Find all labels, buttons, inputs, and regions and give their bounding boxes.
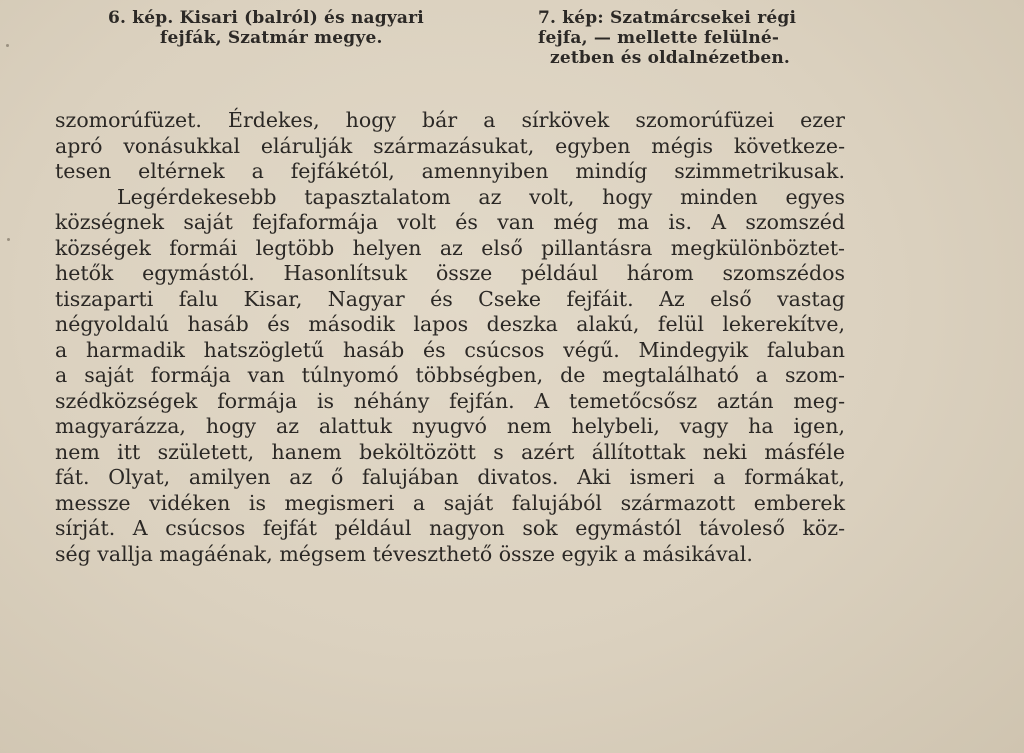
text-line: a harmadik hatszögletű hasáb és csúcsos végű. Mindegyik faluban — [55, 337, 845, 362]
text-line: magyarázza, hogy az alattuk nyugvó nem helybeli, vagy ha igen, — [55, 414, 845, 438]
text-line: sírját. A csúcsos fejfát például nagyon sok egymástól távoleső köz- — [55, 516, 845, 540]
text-line: a saját formája van túlnyomó többségben, de megtalálható a szom- — [55, 363, 845, 387]
paper-speck — [6, 44, 9, 47]
text-line: Legérdekesebb tapasztalatom az volt, hogy minden egyes — [117, 184, 845, 209]
text-line: tesen eltérnek a fejfákétól, amennyiben mindíg szimmetrikusak. — [55, 159, 845, 183]
text-line: hetők egymástól. Hasonlítsuk össze például három szomszédos — [55, 261, 845, 285]
caption-line: zetben és oldalnézetben. — [550, 48, 791, 68]
text-line: községnek saját fejfaformája volt és van még ma is. A szomszéd — [55, 210, 845, 234]
text-line: nem itt született, hanem beköltözött s azért állítottak neki másféle — [55, 439, 845, 464]
text-line: községek formái legtöbb helyen az első pillantásra megkülönböztet- — [55, 235, 845, 260]
text-line: fát. Olyat, amilyen az ő falujában divatos. Aki ismeri a formákat, — [55, 465, 845, 489]
caption-line: fejfák, Szatmár megye. — [160, 28, 383, 48]
text-line: szédközségek formája is néhány fejfán. A temetőcsősz aztán meg- — [55, 388, 845, 413]
text-line: tiszaparti falu Kisar, Nagyar és Cseke fejfáit. Az első vastag — [55, 286, 845, 311]
paper-speck — [7, 238, 10, 241]
text-line: négyoldalú hasáb és második lapos deszka alakú, felül lekerekítve, — [55, 312, 845, 336]
text-line: szomorúfüzet. Érdekes, hogy bár a sírkövek szomorúfüzei ezer — [55, 108, 845, 132]
caption-line: fejfa, — mellette felülné- — [538, 28, 780, 48]
text-line: messze vidéken is megismeri a saját falujából származott emberek — [55, 490, 845, 515]
caption-line: 6. kép. Kisari (balról) és nagyari — [108, 8, 424, 28]
text-line: apró vonásukkal elárulják származásukat, egyben mégis következe- — [55, 133, 845, 158]
figure-caption-6 — [108, 8, 424, 48]
caption-line: 7. kép: Szatmárcsekei régi — [538, 8, 797, 28]
figure-caption-7 — [538, 8, 796, 68]
body-paragraph — [55, 108, 845, 567]
text-line: ség vallja magáénak, mégsem téveszthető össze egyik a másikával. — [55, 541, 753, 566]
